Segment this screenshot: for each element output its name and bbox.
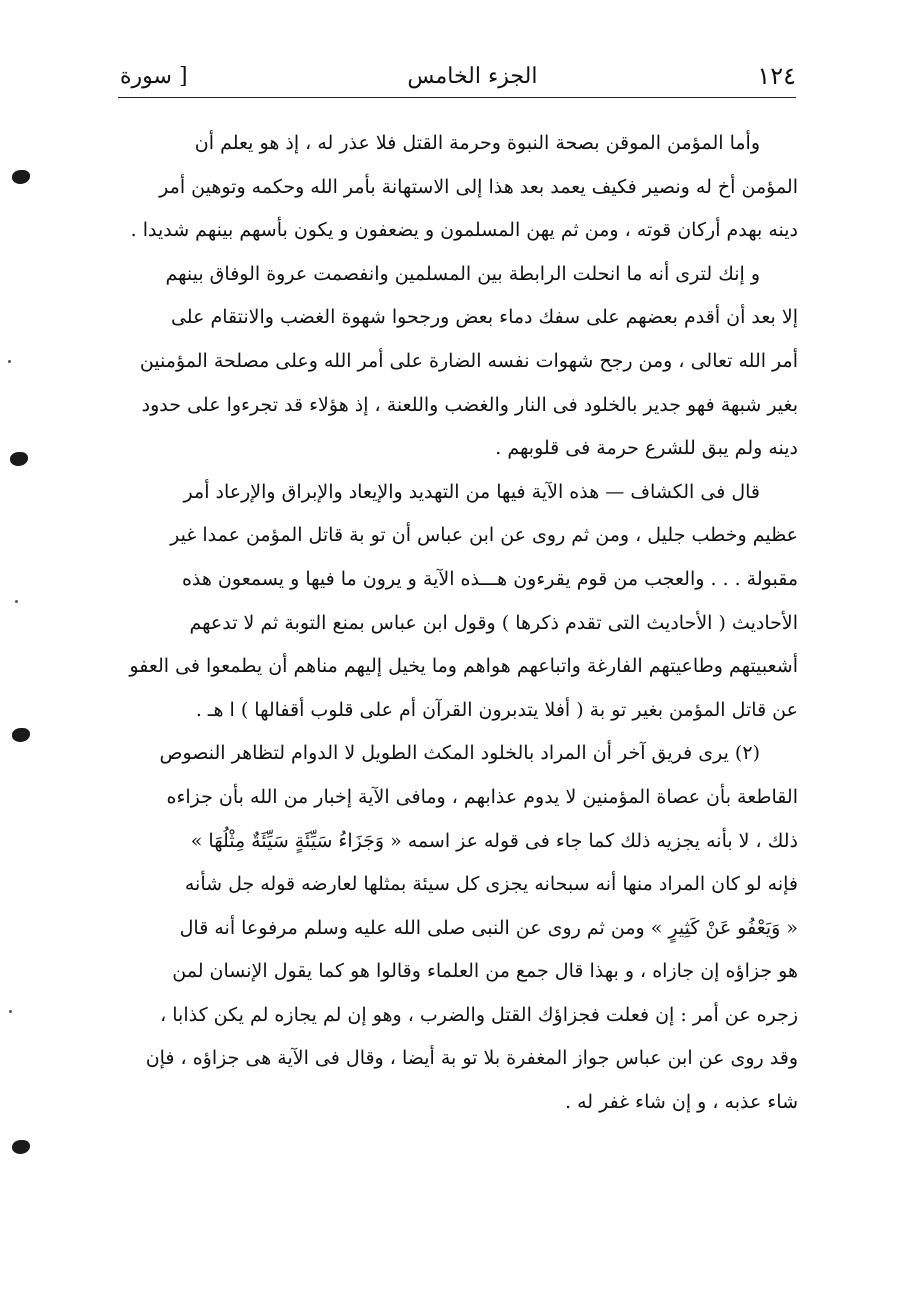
text-line: المؤمن أخ له ونصير فكيف يعمد بعد هذا إلى الاستهانة بأمر الله وحكمه وتوهين أمر	[159, 175, 798, 198]
text-line: مقبولة . . . والعجب من قوم يقرءون هـــذه الآية و يرون ما فيها و يسمعون هذه	[181, 567, 798, 590]
header-rule	[118, 97, 796, 98]
text-line: وأما المؤمن الموقن بصحة النبوة وحرمة القتل فلا عذر له ، إذ هو يعلم أن	[194, 132, 760, 154]
text-line: فإنه لو كان المراد منها أنه سبحانه يجزى كل سيئة بمثلها لعارضه قوله جل شأنه	[184, 873, 798, 896]
scan-ink-blot	[10, 452, 28, 466]
text-line: عن قاتل المؤمن بغير تو بة ( أفلا يتدبرون القرآن أم على قلوب أقفالها ) ا هـ .	[195, 698, 798, 721]
text-line: القاطعة بأن عصاة المؤمنين لا يدوم عذابهم ، ومافى الآية إخبار من الله بأن جزاءه	[166, 785, 798, 808]
text-line: أمر الله تعالى ، ومن رجح شهوات نفسه الضارة على أمر الله وعلى مصلحة المؤمنين	[139, 349, 798, 372]
text-line: قال فى الكشاف — هذه الآية فيها من التهديد والإيعاد والإبراق والإرعاد أمر	[183, 480, 760, 503]
text-line: و إنك لترى أنه ما انحلت الرابطة بين المسلمين وانفصمت عروة الوفاق بينهم	[165, 262, 760, 285]
text-line: دينه ولم يبق للشرع حرمة فى قلوبهم .	[495, 437, 798, 460]
text-line: هو جزاؤه إن جازاه ، و بهذا قال جمع من العلماء وقالوا هو كما يقول الإنسان لمن	[172, 960, 798, 983]
text-line: « وَيَعْفُو عَنْ كَثِيرٍ » ومن ثم روى عن النبى صلى الله عليه وسلم مرفوعا أنه قال	[179, 916, 798, 939]
page-body	[118, 122, 798, 1125]
surah-label: [ سورة	[120, 63, 188, 89]
text-line: زجره عن أمر : إن فعلت فجزاؤك القتل والضرب ، وهو إن لم يجازه لم يكن كذابا ،	[160, 1003, 798, 1026]
text-line: إلا بعد أن أقدم بعضهم على سفك دماء بعض ورجحوا شهوة الغضب والانتقام على	[170, 306, 798, 329]
text-line: عظيم وخطب جليل ، ومن ثم روى عن ابن عباس أن تو بة قاتل المؤمن عمدا غير	[170, 524, 798, 547]
text-line: (٢) يرى فريق آخر أن المراد بالخلود المكث الطويل لا الدوام لتظاهر النصوص	[159, 742, 760, 765]
scan-speck	[15, 600, 18, 603]
text-line: الأحاديث ( الأحاديث التى تقدم ذكرها ) وقول ابن عباس بمنع التوبة ثم لا تدعهم	[189, 611, 798, 634]
page-header	[120, 56, 796, 96]
text-line: وقد روى عن ابن عباس جواز المغفرة بلا تو بة أيضا ، وقال فى الآية هى جزاؤه ، فإن	[145, 1047, 798, 1070]
scan-ink-blot	[12, 728, 30, 742]
scan-speck	[9, 1010, 12, 1013]
scan-ink-blot	[12, 170, 30, 184]
running-title: الجزء الخامس	[407, 63, 538, 89]
text-line: أشعبيتهم وطاعيتهم الفارغة واتباعهم هواهم وما يخيل إليهم مناهم أن يطمعوا فى العفو	[129, 655, 798, 678]
text-line: شاء عذبه ، و إن شاء غفر له .	[565, 1091, 798, 1114]
scan-ink-blot	[12, 1140, 30, 1154]
text-line: دينه بهدم أركان قوته ، ومن ثم يهن المسلمون و يضعفون و يكون بأسهم بينهم شديدا .	[130, 219, 798, 242]
text-line: بغير شبهة فهو جدير بالخلود فى النار والغضب واللعنة ، إذ هؤلاء قد تجرءوا على حدود	[141, 393, 798, 416]
page-number: ١٢٤	[757, 62, 796, 90]
scan-speck	[8, 360, 11, 363]
text-line: ذلك ، لا بأنه يجزيه ذلك كما جاء فى قوله عز اسمه « وَجَزَاءُ سَيِّئَةٍ سَيِّئَةٌ مِثْلُهَا »	[190, 829, 798, 852]
